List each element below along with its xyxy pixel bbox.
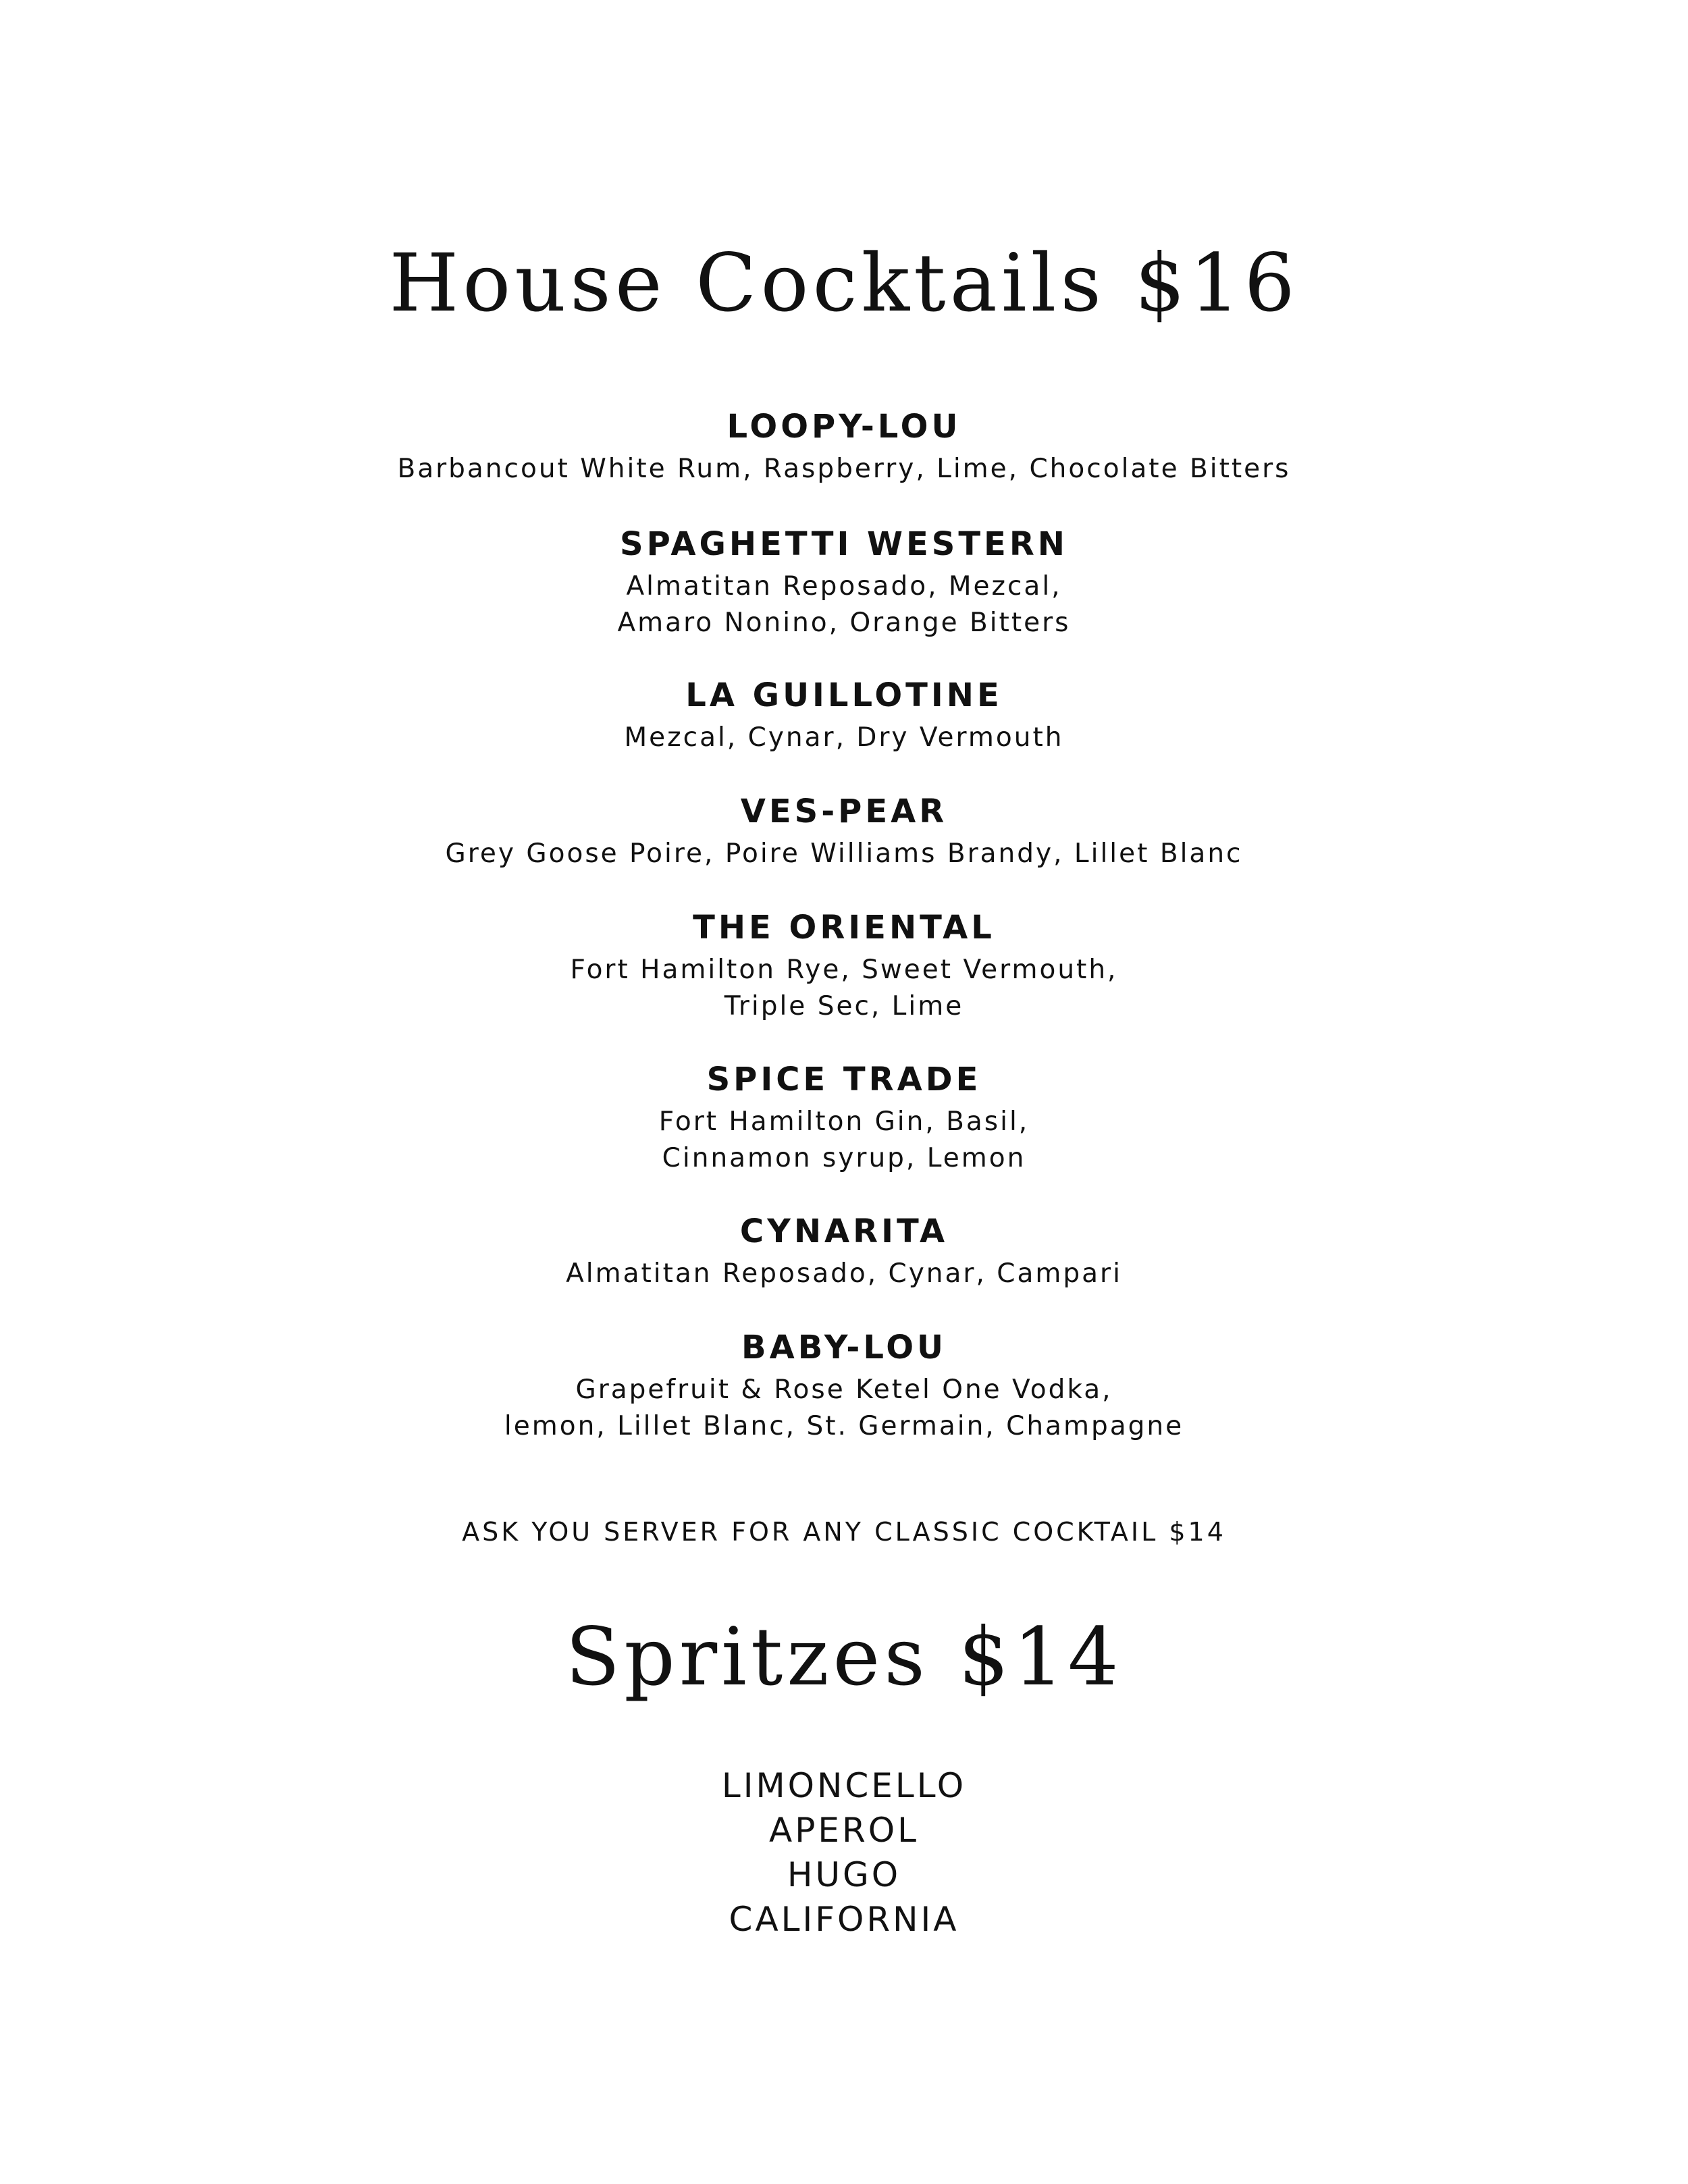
cocktail-ingredients [0, 836, 1688, 872]
cocktail-name: VES-PEAR [740, 793, 948, 830]
cocktail-ingredients [0, 952, 1688, 1025]
cocktail-name: BABY-LOU [741, 1329, 947, 1366]
cocktail-ingredients [0, 1104, 1688, 1177]
ingredients-line: Amaro Nonino, Orange Bitters [617, 608, 1071, 638]
spritzes-heading-block [0, 1610, 1688, 1703]
cocktail-name: THE ORIENTAL [693, 909, 995, 947]
cocktail-ingredients [0, 720, 1688, 756]
spritz-list [0, 1763, 1688, 1942]
ingredients-line: Fort Hamilton Rye, Sweet Vermouth, [570, 955, 1118, 985]
classic-cocktail-note-block [0, 1519, 1688, 1545]
spritz-item: HUGO [787, 1855, 901, 1894]
spritz-item: CALIFORNIA [729, 1900, 959, 1939]
spritz-item: LIMONCELLO [721, 1766, 967, 1805]
cocktail-name: LOOPY-LOU [727, 408, 961, 446]
cocktail-item [0, 1063, 1688, 1177]
ingredients-line: Triple Sec, Lime [724, 991, 964, 1021]
cocktail-ingredients [0, 451, 1688, 487]
spritz-list-block [0, 1763, 1688, 1942]
ingredients-line: Almatitan Reposado, Mezcal, [626, 571, 1062, 602]
cocktail-item [0, 676, 1688, 756]
cocktail-item [0, 911, 1688, 1025]
ingredients-line: Cinnamon syrup, Lemon [662, 1143, 1026, 1173]
ingredients-line: Grey Goose Poire, Poire Williams Brandy, Lillet Blanc [445, 838, 1243, 869]
cocktail-item [0, 1331, 1688, 1445]
cocktail-name: LA GUILLOTINE [685, 676, 1003, 714]
cocktail-item [0, 525, 1688, 641]
house-cocktails-title: House Cocktails $16 [389, 236, 1299, 329]
ingredients-line: Mezcal, Cynar, Dry Vermouth [624, 722, 1064, 753]
cocktail-name: CYNARITA [739, 1213, 949, 1250]
cocktail-item [0, 1215, 1688, 1292]
ingredients-line: lemon, Lillet Blanc, St. Germain, Champagne [504, 1411, 1184, 1441]
ingredients-line: Barbancout White Rum, Raspberry, Lime, Chocolate Bitters [397, 454, 1291, 484]
cocktail-ingredients [0, 568, 1688, 641]
cocktail-item [0, 795, 1688, 872]
ingredients-line: Grapefruit & Rose Ketel One Vodka, [575, 1375, 1113, 1405]
spritz-item: APEROL [769, 1811, 919, 1850]
classic-cocktail-note: ASK YOU SERVER FOR ANY CLASSIC COCKTAIL $14 [462, 1517, 1226, 1547]
spritzes-title: Spritzes $14 [565, 1610, 1123, 1703]
ingredients-line: Almatitan Reposado, Cynar, Campari [566, 1258, 1122, 1289]
cocktail-ingredients [0, 1256, 1688, 1292]
cocktail-name: SPICE TRADE [706, 1061, 982, 1098]
ingredients-line: Fort Hamilton Gin, Basil, [658, 1107, 1030, 1137]
cocktail-ingredients [0, 1372, 1688, 1445]
cocktail-item [0, 410, 1688, 487]
house-cocktails-heading-block [0, 236, 1688, 329]
cocktail-name: SPAGHETTI WESTERN [620, 525, 1068, 563]
